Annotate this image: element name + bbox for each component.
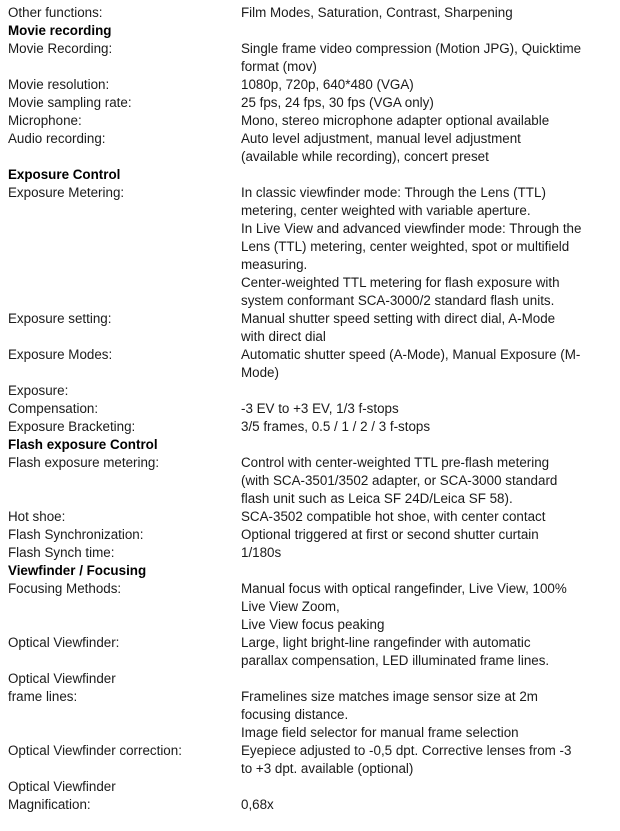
spec-value: 1080p, 720p, 640*480 (VGA)	[241, 77, 414, 92]
spec-label: Flash exposure metering:	[8, 455, 160, 470]
spec-value: 3/5 frames, 0.5 / 1 / 2 / 3 f-stops	[241, 419, 431, 434]
spec-value: -3 EV to +3 EV, 1/3 f-stops	[241, 401, 399, 416]
spec-label: Movie Recording:	[8, 41, 113, 56]
spec-label: Exposure: Compensation:	[8, 383, 99, 416]
spec-label: Exposure Bracketing:	[8, 419, 136, 434]
spec-label: Other functions:	[8, 5, 103, 20]
spec-row	[0, 40, 620, 76]
spec-row	[0, 580, 620, 634]
spec-row	[0, 346, 620, 382]
spec-label: Exposure Modes:	[8, 347, 113, 362]
spec-label: Movie sampling rate:	[8, 95, 132, 110]
spec-row	[0, 76, 620, 94]
spec-value: Framelines size matches image sensor size at 2m focusing distance. Image field selector for manual frame selection	[241, 689, 538, 740]
spec-value: Manual focus with optical rangefinder, Live View, 100% Live View Zoom, Live View focus peaking	[241, 581, 567, 632]
spec-label: Optical Viewfinder:	[8, 635, 120, 650]
spec-value: Single frame video compression (Motion JPG), Quicktime format (mov)	[241, 41, 582, 74]
spec-row	[0, 526, 620, 544]
spec-label: Hot shoe:	[8, 509, 66, 524]
spec-value: Control with center-weighted TTL pre-flash metering (with SCA-3501/3502 adapter, or SCA-3000 standard flash unit such as Leica SF 24D/Leica SF 58).	[241, 455, 558, 506]
spec-label: Flash Synch time:	[8, 545, 115, 560]
spec-value: 0,68x	[241, 797, 274, 812]
spec-row	[0, 778, 620, 814]
section-heading: Flash exposure Control	[8, 437, 158, 452]
spec-value: Optional triggered at first or second shutter curtain	[241, 527, 539, 542]
section-heading: Movie recording	[8, 23, 112, 38]
spec-row	[0, 130, 620, 166]
spec-row	[0, 112, 620, 130]
spec-row	[0, 382, 620, 418]
spec-label: Exposure setting:	[8, 311, 112, 326]
spec-row	[0, 94, 620, 112]
spec-row	[0, 454, 620, 508]
spec-row	[0, 310, 620, 346]
spec-value: Mono, stereo microphone adapter optional available	[241, 113, 550, 128]
spec-label: Flash Synchronization:	[8, 527, 144, 542]
spec-row	[0, 184, 620, 310]
spec-row	[0, 544, 620, 562]
spec-row	[0, 418, 620, 436]
spec-label: Audio recording:	[8, 131, 106, 146]
spec-label: Exposure Metering:	[8, 185, 125, 200]
spec-label: Optical Viewfinder Magnification:	[8, 779, 116, 812]
spec-label: Focusing Methods:	[8, 581, 122, 596]
spec-row	[0, 508, 620, 526]
spec-value: 1/180s	[241, 545, 282, 560]
spec-row	[0, 670, 620, 742]
spec-row	[0, 634, 620, 670]
spec-row	[0, 4, 620, 22]
spec-value: Eyepiece adjusted to -0,5 dpt. Corrective lenses from -3 to +3 dpt. available (optional)	[241, 743, 572, 776]
spec-label: Optical Viewfinder correction:	[8, 743, 182, 758]
spec-label: Optical Viewfinder frame lines:	[8, 671, 116, 704]
spec-value: In classic viewfinder mode: Through the Lens (TTL) metering, center weighted with variable aperture. In Live View and advanced viewfinder mode: Through the Lens (TTL) metering, center weighted, spot or multifield measuring. Center-weighted TTL metering for flash exposure with system conformant SCA-3000/2 standard flash units.	[241, 185, 582, 308]
spec-value: 25 fps, 24 fps, 30 fps (VGA only)	[241, 95, 434, 110]
spec-value: Manual shutter speed setting with direct dial, A-Mode with direct dial	[241, 311, 556, 344]
spec-value: Film Modes, Saturation, Contrast, Sharpening	[241, 5, 513, 20]
spec-value: Auto level adjustment, manual level adjustment (available while recording), concert preset	[241, 131, 521, 164]
section-heading: Exposure Control	[8, 167, 121, 182]
spec-value: Automatic shutter speed (A-Mode), Manual Exposure (M- Mode)	[241, 347, 581, 380]
section-heading: Viewfinder / Focusing	[8, 563, 147, 578]
spec-value: SCA-3502 compatible hot shoe, with center contact	[241, 509, 546, 524]
spec-label: Microphone:	[8, 113, 82, 128]
spec-label: Movie resolution:	[8, 77, 110, 92]
spec-row	[0, 742, 620, 778]
spec-value: Large, light bright-line rangefinder with automatic parallax compensation, LED illuminated frame lines.	[241, 635, 550, 668]
